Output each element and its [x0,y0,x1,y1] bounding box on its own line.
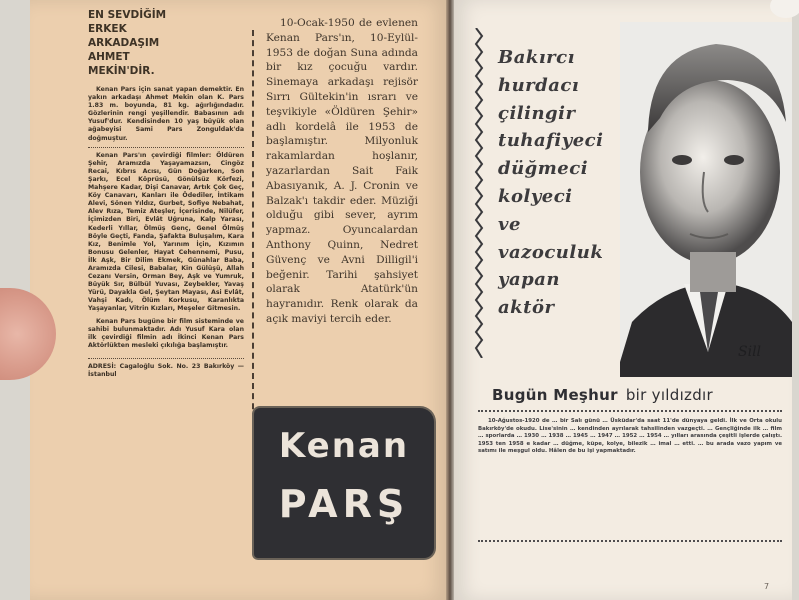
left-column [88,8,244,379]
page-gutter [446,0,454,600]
address-line: ADRESİ: Cagaloğlu Sok. No. 23 Bakırköy — İstanbul [88,362,244,378]
name-panel-last: PARŞ [278,482,410,526]
heading-line: ARKADAŞIM [88,37,160,49]
body-paragraph: 10-Ocak-1950 de evlenen Kenan Pars'ın, 10-Eylül-1953 de doğan Suna adında bir kız çocuğu vardır. Sinemaya arkadaşı rejisör Sırrı Gültekin'in ısrarı ve teşvikiyle «Öldüren Şehir» adlı kordelâ ile 1953 de başlamıştır. Milyonluk rakamlardan hoşlanır, yazarlardan Sait Faik Abasıyanık, A. J. Cronin ve Balzak'ı takdir eder. Müziği olduğu gibi sever, ayrım yapmaz. Oyuncalardan Anthony Quinn, Nedret Güvenç ve Avni Dilligil'i beğenir. Tarihi şahsiyet olarak Atatürk'ün hayranıdır. Renk olarak da açık maviyi tercih eder. [266,17,418,325]
poem-line: aktör [498,297,555,319]
poem-line: yapan [498,269,560,291]
poem-line: ve [498,213,521,235]
poem-line: kolyeci [498,185,573,207]
right-column [266,16,418,327]
poem-line: tuhafiyeci [498,130,604,152]
poem-line: çilingir [498,102,576,124]
small-paragraph: Kenan Pars için sanat yapan demektir. En yakın arkadaşı Ahmet Mekin olan K. Pars 1.83 m. boyunda, 81 kg. ağırlığındadır. Gözlerinin rengi yeşillendir. Babasının adı Yusuf'dur. Kendisinden 10 yaş büyük olan ağabeyisi Sami Pars Zonguldak'da doğmuştur. [88,86,244,142]
photo-signature: Sill [738,344,762,360]
headline [492,386,782,404]
rule-bottom [478,540,782,542]
headline-rest: bir yıldızdır [625,386,713,404]
bio-paragraph [478,418,782,456]
name-panel [254,408,434,558]
small-paragraph: Kenan Pars bugüne bir film sisteminde ve sahibi bulunmaktadır. Adı Yusuf Kara olan ilk çevirdiği filmin adı İkinci Kenan Pars Aktörlükten mesleki çıkılığa başlamıştır. [88,317,244,349]
poem-line: vazoculuk [498,241,604,263]
poem-line: düğmeci [498,158,589,180]
heading-line: MEKİN'DİR. [88,65,155,77]
left-heading [88,8,244,78]
small-paragraph: Kenan Pars'ın çevirdiği filmler: Öldüren Şehir, Aramızda Yaşayamazsın, Cingöz Recai, Kıbrıs Acısı, Gün Doğarken, Son Şarkı, Ecel Köprüsü, Gönülsüz Körfezi, Mahşere Kadar, Dişi Canavar, Artık Çok Geç, Köy Canavarı, Kanları ile Ödediler, İntikam Alevi, Sönen Yıldız, Gurbet, Sofiye Nebahat, Alev Rıza, Temiz Ateşler, İçerisinde, Nilüfer, İçimizden Biri, Evlât Uğruna, Kalp Yarası, Kederli Yıllar, Ölmüş Genç, Genel Ölmüş Böyle Geçti, Fanda, Şafakta Buluşalım, Kara Kız, Benimle Yol, Yarınım İçin, Kızımın Bonusu Gelenler, Hayat Cehennemi, Pusu, İlk Aşk, Bir Dilim Ekmek, Günahlar Baba, Aramızda Cilesi, Babalar, Kin Gülüşü, Allah Cezanı Versin, Orman Bey, Aşk ve Yumruk, Büyük Sır, Bülbül Yuvası, Zeybekler, Yavaş Yürü, Dayakla Gel, Şeytan Mayası, Asi Evlât, Vahşi Kadı, Ölüm Korkusu, Karanlıkta Yaşayanlar, Vitrin Kızları, Meşeler Gitmesin. [88,151,244,313]
actor-portrait-photo [620,22,792,377]
bio-text: 10-Ağustos-1920 de … bir Salı günü … Üsküdar'da saat 11'de dünyaya geldi. İlk ve Orta okulu Bakırköy'de okudu. Lise'sinin … kendinden ayrılarak tahsilinden vazgeçti. … Gençliğinde ilk … film … sporlarda … 1930 … 1938 … 1945 … 1947 … 1952 … 1954 … yılları arasında çeşitli işlerde çalıştı. 1953 ten 1958 e kadar … düğme, küpe, kolye, bilezik … imal … etti. … bu arada vazo yapım ve satımı ile meşgul oldu. Hâlen de bu işi yapmaktadır. [478,418,782,455]
page-number: 7 [764,582,770,591]
biography-small-text [88,86,244,379]
heading-line: EN SEVDİĞİM [88,9,167,21]
rule-top [478,410,782,412]
zigzag-border [472,28,486,358]
name-panel-first: Kenan [278,426,410,466]
occupation-poem [498,44,638,322]
headline-bold: Bugün Meşhur [492,386,618,404]
heading-line: AHMET [88,51,130,63]
poem-line: Bakırcı [498,47,575,68]
filmography-box [88,147,244,359]
poem-line: hurdacı [498,74,580,96]
heading-line: ERKEK [88,23,127,35]
